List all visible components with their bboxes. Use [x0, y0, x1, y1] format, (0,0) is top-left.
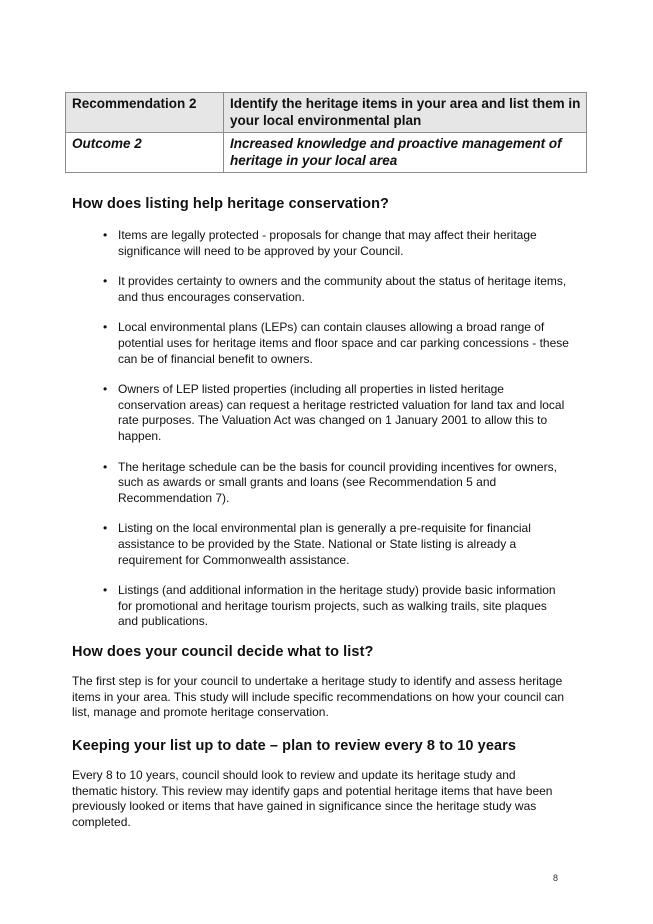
list-item: • Items are legally protected - proposals for change that may affect their heritage significance will need to be approved by your Council. — [100, 228, 570, 259]
outcome-row — [66, 133, 587, 173]
list-item: • Local environmental plans (LEPs) can contain clauses allowing a broad range of potential uses for heritage items and floor space and car parking concessions - these can be of financial benefit to owners. — [100, 320, 570, 367]
outcome-label: Outcome 2 — [66, 133, 224, 173]
review-heading: Keeping your list up to date – plan to review every 8 to 10 years — [72, 738, 517, 754]
listing-heading: How does listing help heritage conservation? — [72, 196, 390, 212]
decide-paragraph: The first step is for your council to undertake a heritage study to identify and assess heritage items in your area. This study will include specific recommendations on how your council can list, manage and promote heritage conservation. — [72, 674, 565, 720]
listing-bullet-list — [100, 228, 570, 630]
list-item: • The heritage schedule can be the basis for council providing incentives for owners, such as awards or small grants and loans (see Recommendation 5 and Recommendation 7). — [100, 460, 570, 507]
decide-heading: How does your council decide what to list? — [72, 644, 374, 660]
list-item: • It provides certainty to owners and the community about the status of heritage items, and thus encourages conservation. — [100, 274, 570, 305]
list-item: • Listing on the local environmental plan is generally a pre-requisite for financial assistance to be provided by the State. National or State listing is already a requirement for Commonwealth assistance. — [100, 521, 570, 568]
list-item: • Listings (and additional information in the heritage study) provide basic information for promotional and heritage tourism projects, such as walking trails, site plaques and publications. — [100, 583, 570, 630]
recommendation-label: Recommendation 2 — [66, 93, 224, 133]
page-number: 8 — [553, 873, 559, 883]
recommendation-row — [66, 93, 587, 133]
recommendation-text: Identify the heritage items in your area and list them in your local environmental plan — [224, 93, 587, 133]
recommendation-table — [65, 92, 587, 173]
outcome-text: Increased knowledge and proactive management of heritage in your local area — [224, 133, 587, 173]
list-item: • Owners of LEP listed properties (including all properties in listed heritage conservation areas) can request a heritage restricted valuation for land tax and local rate purposes. The Valuation Act was changed on 1 January 2001 to allow this to happen. — [100, 382, 570, 444]
review-paragraph: Every 8 to 10 years, council should look to review and update its heritage study and thematic history. This review may identify gaps and potential heritage items that have been previously looked or items that have gained in significance since the heritage study was completed. — [72, 768, 553, 829]
